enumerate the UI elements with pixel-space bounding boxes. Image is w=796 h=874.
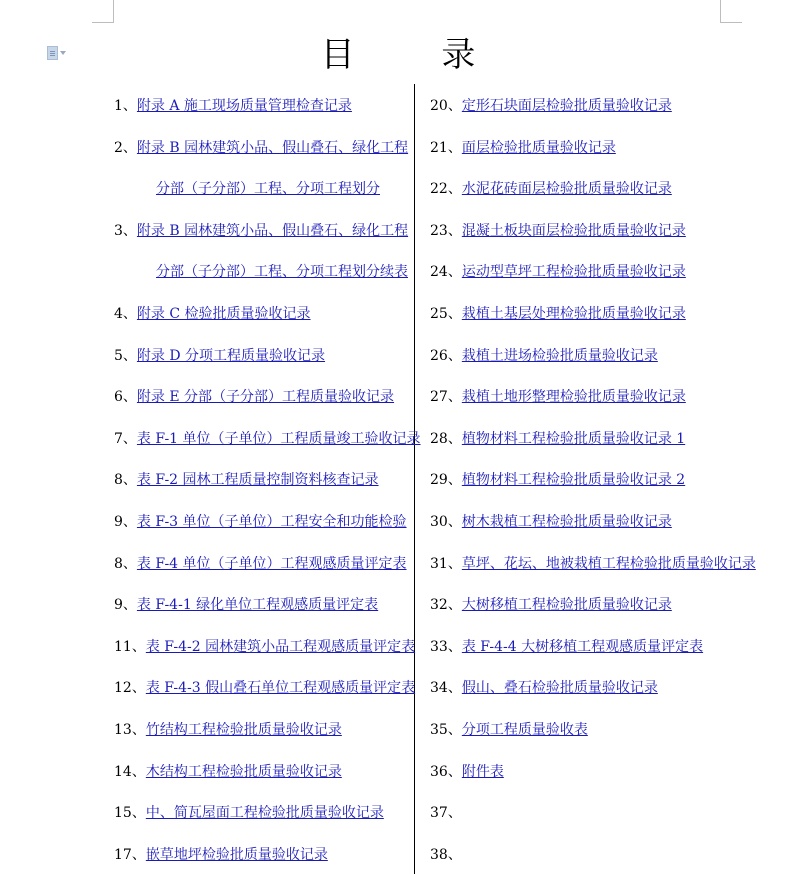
toc-entry-link[interactable]: 栽植土地形整理检验批质量验收记录 <box>461 389 686 406</box>
toc-entry <box>430 429 685 449</box>
toc-entry <box>430 262 686 282</box>
toc-entry-number: 15、 <box>114 805 146 822</box>
toc-entry <box>430 762 504 782</box>
toc-entry-link[interactable]: 植物材料工程检验批质量验收记录 1 <box>461 430 686 447</box>
toc-entry-number: 9、 <box>114 514 137 530</box>
toc-entry-link[interactable]: 面层检验批质量验收记录 <box>461 139 616 156</box>
toc-entry-link[interactable]: 表 F-4-1 绿化单位工程观感质量评定表 <box>136 597 379 614</box>
toc-entry <box>114 96 352 116</box>
toc-entry-link[interactable]: 分部（子分部）工程、分项工程划分续表 <box>156 264 408 281</box>
toc-entry-number: 31、 <box>430 555 462 572</box>
toc-entry <box>114 512 407 532</box>
toc-entry-number: 6、 <box>114 389 137 406</box>
toc-entry <box>114 387 394 407</box>
toc-entry-number: 37、 <box>430 805 462 822</box>
toc-entry <box>114 304 311 324</box>
toc-entry-number: 1、 <box>114 98 137 114</box>
toc-entry-link[interactable]: 水泥花砖面层检验批质量验收记录 <box>461 181 672 198</box>
toc-entry-number: 9、 <box>114 597 137 614</box>
toc-entry <box>430 637 703 657</box>
toc-entry <box>430 221 686 241</box>
toc-entry-number: 21、 <box>430 139 462 156</box>
toc-entry-number: 11、 <box>114 638 146 655</box>
toc-entry-link[interactable]: 附录 E 分部（子分部）工程质量验收记录 <box>136 389 395 406</box>
toc-entry-link[interactable]: 木结构工程检验批质量验收记录 <box>145 763 342 780</box>
toc-entry <box>114 138 408 158</box>
toc-entry-number: 17、 <box>114 846 146 863</box>
toc-entry-link[interactable]: 竹结构工程检验批质量验收记录 <box>145 722 342 738</box>
toc-entry <box>430 179 672 199</box>
toc-entry-number: 13、 <box>114 722 146 738</box>
toc-entry-number: 23、 <box>430 222 462 239</box>
toc-entry-link[interactable]: 附录 D 分项工程质量验收记录 <box>136 347 326 364</box>
crop-mark-top-left-vertical <box>113 0 114 22</box>
toc-entry-link[interactable]: 分部（子分部）工程、分项工程划分 <box>156 181 380 198</box>
toc-entry-link-continuation[interactable] <box>156 262 408 282</box>
toc-entry-link[interactable]: 树木栽植工程检验批质量验收记录 <box>461 514 672 530</box>
toc-entry-number: 27、 <box>430 389 462 406</box>
toc-entry-link[interactable]: 表 F-4-4 大树移植工程观感质量评定表 <box>461 638 704 655</box>
toc-entry-number: 28、 <box>430 430 462 447</box>
toc-entry <box>114 221 408 241</box>
toc-entry-number: 7、 <box>114 430 137 447</box>
toc-entry <box>430 720 588 740</box>
toc-entry <box>114 720 342 740</box>
toc-entry-number: 20、 <box>430 98 462 114</box>
toc-entry-number: 8、 <box>114 472 137 489</box>
toc-entry <box>430 346 658 366</box>
toc-entry-number: 24、 <box>430 264 462 281</box>
toc-entry-link[interactable]: 定形石块面层检验批质量验收记录 <box>461 98 672 114</box>
toc-entry-link[interactable]: 分项工程质量验收表 <box>461 722 588 738</box>
toc-entry-number: 26、 <box>430 347 462 364</box>
toc-entry-number: 5、 <box>114 347 137 364</box>
toc-entry <box>114 470 379 490</box>
toc-entry <box>430 387 686 407</box>
toc-entry <box>114 595 378 615</box>
toc-entry <box>430 304 686 324</box>
toc-entry-link[interactable]: 表 F-4-2 园林建筑小品工程观感质量评定表 <box>145 638 416 655</box>
toc-entry <box>430 470 685 490</box>
page-title: 目 录 <box>320 35 514 75</box>
toc-entry-link[interactable]: 表 F-4-3 假山叠石单位工程观感质量评定表 <box>145 680 416 697</box>
toc-entry-number: 3、 <box>114 222 137 239</box>
toc-entry-link[interactable]: 大树移植工程检验批质量验收记录 <box>461 597 672 614</box>
toc-entry <box>114 762 342 782</box>
toc-entry-link[interactable]: 草坪、花坛、地被栽植工程检验批质量验收记录 <box>461 555 756 572</box>
toc-entry-link[interactable]: 表 F-1 单位（子单位）工程质量竣工验收记录 <box>136 430 421 447</box>
toc-entry <box>430 512 672 532</box>
toc-entry-number: 22、 <box>430 181 462 198</box>
toc-entry <box>430 96 672 116</box>
toc-entry-number: 4、 <box>114 306 137 322</box>
toc-entry-number: 38、 <box>430 846 462 863</box>
toc-entry-link[interactable]: 中、简瓦屋面工程检验批质量验收记录 <box>145 805 384 822</box>
toc-entry <box>114 346 325 366</box>
toc-entry-number: 2、 <box>114 139 137 156</box>
toc-entry-number: 35、 <box>430 722 462 738</box>
toc-entry-link-continuation[interactable] <box>156 179 380 199</box>
toc-entry-number: 14、 <box>114 763 146 780</box>
column-divider <box>414 84 415 874</box>
crop-mark-top-right-horizontal <box>720 22 742 23</box>
toc-entry-link[interactable]: 混凝土板块面层检验批质量验收记录 <box>461 222 686 239</box>
toc-entry <box>114 678 415 698</box>
toc-entry-link[interactable]: 栽植土进场检验批质量验收记录 <box>461 347 658 364</box>
toc-entry <box>430 803 462 823</box>
toc-entry <box>430 554 756 574</box>
toc-entry-number: 25、 <box>430 306 462 322</box>
toc-entry <box>114 845 328 865</box>
crop-mark-top-right-vertical <box>720 0 721 22</box>
toc-entry <box>114 554 407 574</box>
toc-entry <box>114 429 421 449</box>
toc-entry-link[interactable]: 附录 B 园林建筑小品、假山叠石、绿化工程 <box>136 139 409 156</box>
toc-entry-number: 36、 <box>430 763 462 780</box>
toc-entry-number: 29、 <box>430 472 462 489</box>
toc-entry <box>430 678 658 698</box>
toc-entry-link[interactable]: 表 F-3 单位（子单位）工程安全和功能检验 <box>136 514 407 530</box>
toc-entry-link[interactable]: 植物材料工程检验批质量验收记录 2 <box>461 472 686 489</box>
toc-entry-link[interactable]: 栽植土基层处理检验批质量验收记录 <box>461 306 686 322</box>
toc-entry-number: 30、 <box>430 514 462 530</box>
toc-entry-number: 33、 <box>430 638 462 655</box>
toc-entry-number: 32、 <box>430 597 462 614</box>
toc-entry-number: 12、 <box>114 680 146 697</box>
toc-entry <box>430 138 616 158</box>
toc-entry-number: 8、 <box>114 555 137 572</box>
toc-entry-number: 34、 <box>430 680 462 697</box>
toc-entry-link[interactable]: 假山、叠石检验批质量验收记录 <box>461 680 658 697</box>
toc-entry-link[interactable]: 嵌草地坪检验批质量验收记录 <box>145 846 328 863</box>
toc-entry-link[interactable]: 表 F-2 园林工程质量控制资料核查记录 <box>136 472 379 489</box>
toc-entry-link[interactable]: 附件表 <box>461 763 504 780</box>
toc-entry <box>430 595 672 615</box>
toc-entry <box>114 637 415 657</box>
toc-entry-link[interactable]: 运动型草坪工程检验批质量验收记录 <box>461 264 686 281</box>
crop-mark-top-left-horizontal <box>92 22 114 23</box>
toc-entry-link[interactable]: 附录 B 园林建筑小品、假山叠石、绿化工程 <box>136 222 409 239</box>
toc-entry <box>430 845 462 865</box>
toc-entry-link[interactable]: 附录 A 施工现场质量管理检查记录 <box>136 98 352 114</box>
toc-entry-link[interactable]: 表 F-4 单位（子单位）工程观感质量评定表 <box>136 555 407 572</box>
toc-entry <box>114 803 384 823</box>
toc-entry-link[interactable]: 附录 C 检验批质量验收记录 <box>136 306 311 322</box>
